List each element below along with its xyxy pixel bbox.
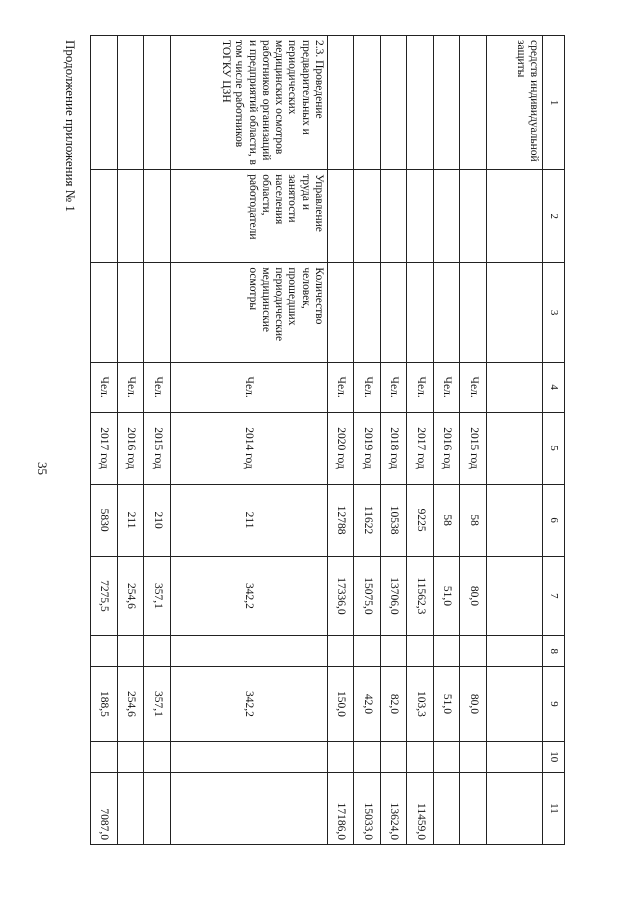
cell-col-1 — [144, 36, 171, 170]
col-header: 5 — [543, 412, 565, 484]
cell-col-8 — [91, 636, 118, 667]
cell-col-1 — [380, 36, 407, 170]
col-header: 6 — [543, 484, 565, 556]
cell-col-6: 58 — [433, 484, 460, 556]
cell-col-7: 254,6 — [117, 556, 144, 636]
cell-col-5 — [486, 412, 542, 484]
cell-col-6: 12788 — [327, 484, 354, 556]
cell-col-2 — [91, 170, 118, 263]
cell-col-11 — [433, 772, 460, 844]
cell-col-2 — [327, 170, 354, 263]
cell-col-6: 211 — [170, 484, 327, 556]
table-row — [354, 36, 381, 845]
table-row — [433, 36, 460, 845]
cell-col-3 — [407, 263, 434, 362]
cell-col-4: Чел. — [170, 362, 327, 412]
cell-col-11: 11459,0 — [407, 772, 434, 844]
cell-col-5: 2019 год — [354, 412, 381, 484]
cell-col-11 — [460, 772, 487, 844]
cell-col-1 — [407, 36, 434, 170]
cell-col-11: 7087,0 — [91, 772, 118, 844]
cell-col-9: 80,0 — [460, 667, 487, 742]
header-row — [543, 36, 565, 845]
cell-col-9: 342,2 — [170, 667, 327, 742]
cell-col-5: 2016 год — [117, 412, 144, 484]
cell-col-8 — [327, 636, 354, 667]
cell-col-4 — [486, 362, 542, 412]
cell-col-2 — [460, 170, 487, 263]
cell-col-6 — [486, 484, 542, 556]
table-row — [407, 36, 434, 845]
cell-col-2 — [380, 170, 407, 263]
cell-col-6: 10538 — [380, 484, 407, 556]
cell-col-2 — [354, 170, 381, 263]
cell-col-9: 103,3 — [407, 667, 434, 742]
cell-col-7: 342,2 — [170, 556, 327, 636]
cell-col-1 — [433, 36, 460, 170]
cell-col-7 — [486, 556, 542, 636]
cell-col-6: 58 — [460, 484, 487, 556]
cell-col-8 — [170, 636, 327, 667]
col-header: 10 — [543, 741, 565, 772]
cell-col-8 — [407, 636, 434, 667]
cell-col-8 — [486, 636, 542, 667]
cell-col-6: 9225 — [407, 484, 434, 556]
cell-col-10 — [354, 741, 381, 772]
cell-col-1 — [91, 36, 118, 170]
cell-col-9: 357,1 — [144, 667, 171, 742]
cell-col-10 — [407, 741, 434, 772]
cell-col-2 — [433, 170, 460, 263]
table-container — [90, 35, 565, 845]
cell-col-5: 2015 год — [144, 412, 171, 484]
cell-col-9: 254,6 — [117, 667, 144, 742]
cell-col-7: 51,0 — [433, 556, 460, 636]
cell-col-7: 7275,5 — [91, 556, 118, 636]
cell-col-11 — [486, 772, 542, 844]
cell-col-6: 211 — [117, 484, 144, 556]
cell-col-4: Чел. — [354, 362, 381, 412]
cell-col-3 — [327, 263, 354, 362]
cell-col-4: Чел. — [144, 362, 171, 412]
cell-col-3 — [433, 263, 460, 362]
cell-col-3 — [91, 263, 118, 362]
cell-col-5: 2016 год — [433, 412, 460, 484]
table-row — [380, 36, 407, 845]
cell-col-7: 17336,0 — [327, 556, 354, 636]
col-header: 4 — [543, 362, 565, 412]
cell-col-5: 2015 год — [460, 412, 487, 484]
cell-col-10 — [327, 741, 354, 772]
cell-col-7: 15075,0 — [354, 556, 381, 636]
cell-col-1 — [460, 36, 487, 170]
cell-col-5: 2020 год — [327, 412, 354, 484]
cell-col-5: 2017 год — [91, 412, 118, 484]
col-header: 1 — [543, 36, 565, 170]
cell-col-8 — [117, 636, 144, 667]
cell-col-2 — [486, 170, 542, 263]
col-header: 3 — [543, 263, 565, 362]
cell-col-9 — [486, 667, 542, 742]
cell-col-3 — [486, 263, 542, 362]
cell-col-9: 51,0 — [433, 667, 460, 742]
col-header: 8 — [543, 636, 565, 667]
cell-col-4: Чел. — [460, 362, 487, 412]
cell-col-11: 15033,0 — [354, 772, 381, 844]
cell-col-2 — [407, 170, 434, 263]
cell-col-8 — [144, 636, 171, 667]
cell-col-11 — [117, 772, 144, 844]
cell-col-11: 17186,0 — [327, 772, 354, 844]
table-row — [144, 36, 171, 845]
cell-col-4: Чел. — [433, 362, 460, 412]
cell-col-6: 210 — [144, 484, 171, 556]
cell-col-9: 188,5 — [91, 667, 118, 742]
cell-col-1: 2.3. Проведение предварительных и периодических медицинских осмотров работников организаций и предприятий области, в том числе работников ТОГКУ ЦЗН — [170, 36, 327, 170]
cell-col-1 — [117, 36, 144, 170]
cell-col-4: Чел. — [380, 362, 407, 412]
cell-col-9: 42,0 — [354, 667, 381, 742]
col-header: 7 — [543, 556, 565, 636]
cell-col-10 — [486, 741, 542, 772]
cell-col-10 — [460, 741, 487, 772]
cell-col-3 — [144, 263, 171, 362]
cell-col-10 — [170, 741, 327, 772]
cell-col-5: 2018 год — [380, 412, 407, 484]
cell-col-10 — [433, 741, 460, 772]
cell-col-7: 357,1 — [144, 556, 171, 636]
cell-col-4: Чел. — [117, 362, 144, 412]
cell-col-2: Управление труда и занятости населения области, работодатели — [170, 170, 327, 263]
cell-col-5: 2014 год — [170, 412, 327, 484]
cell-col-3 — [380, 263, 407, 362]
cell-col-10 — [91, 741, 118, 772]
cell-col-10 — [380, 741, 407, 772]
cell-col-4: Чел. — [91, 362, 118, 412]
cell-col-7: 11562,3 — [407, 556, 434, 636]
cell-col-8 — [380, 636, 407, 667]
table-row — [91, 36, 118, 845]
cell-col-3: Количество человек, прошедших периодические медицинские осмотры — [170, 263, 327, 362]
cell-col-3 — [117, 263, 144, 362]
cell-col-9: 150,0 — [327, 667, 354, 742]
table-row — [117, 36, 144, 845]
cell-col-10 — [117, 741, 144, 772]
cell-col-4: Чел. — [407, 362, 434, 412]
cell-col-2 — [117, 170, 144, 263]
cell-col-1 — [354, 36, 381, 170]
cell-col-10 — [144, 741, 171, 772]
cell-col-11 — [144, 772, 171, 844]
cell-col-3 — [460, 263, 487, 362]
cell-col-9: 82,0 — [380, 667, 407, 742]
col-header: 11 — [543, 772, 565, 844]
cell-col-5: 2017 год — [407, 412, 434, 484]
cell-col-1 — [327, 36, 354, 170]
page-number: 35 — [35, 462, 50, 475]
cell-col-8 — [460, 636, 487, 667]
col-header: 2 — [543, 170, 565, 263]
cell-col-7: 13706,0 — [380, 556, 407, 636]
cell-col-8 — [433, 636, 460, 667]
cell-col-7: 80,0 — [460, 556, 487, 636]
cell-col-11 — [170, 772, 327, 844]
cell-col-1: средств индивидуальной защиты — [486, 36, 542, 170]
table-row — [327, 36, 354, 845]
cell-col-11: 13624,0 — [380, 772, 407, 844]
col-header: 9 — [543, 667, 565, 742]
cell-col-8 — [354, 636, 381, 667]
cell-col-2 — [144, 170, 171, 263]
cell-col-3 — [354, 263, 381, 362]
cell-col-6: 5830 — [91, 484, 118, 556]
cell-col-6: 11622 — [354, 484, 381, 556]
data-table — [90, 35, 565, 845]
appendix-note: Продолжение приложения № 1 — [63, 40, 78, 212]
table-row — [170, 36, 327, 845]
table-row — [460, 36, 487, 845]
table-row — [486, 36, 542, 845]
cell-col-4: Чел. — [327, 362, 354, 412]
